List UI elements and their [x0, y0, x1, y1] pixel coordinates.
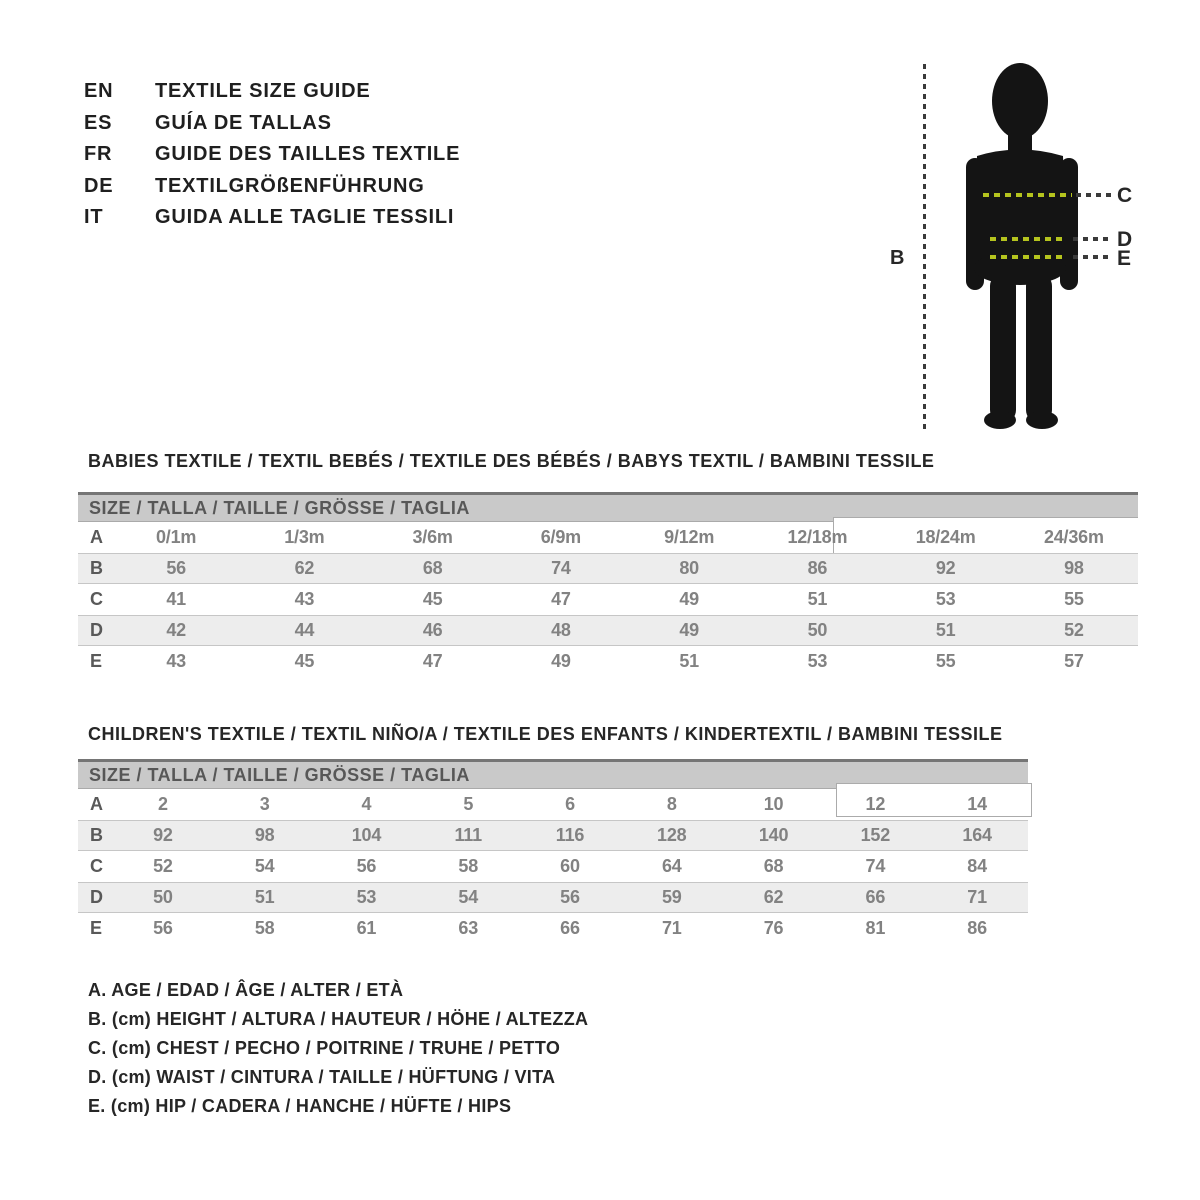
size-value-cell: 92	[153, 825, 173, 845]
size-value-cell: 51	[254, 887, 275, 907]
size-value-cell: 57	[1064, 651, 1084, 671]
size-value-cell: 74	[551, 558, 571, 578]
size-value-cell: 58	[458, 856, 479, 876]
row-label-cell: C	[90, 856, 103, 876]
size-value-cell: 6/9m	[540, 527, 581, 547]
size-value-cell: 53	[356, 887, 377, 907]
children-size-table	[78, 759, 1028, 944]
legend-item: C. (cm) CHEST / PECHO / POITRINE / TRUHE / PETTO	[88, 1038, 561, 1058]
chest-measure-line	[983, 193, 1072, 197]
row-label-cell: D	[90, 887, 103, 907]
size-value-cell: 63	[458, 918, 479, 938]
language-title: GUIDA ALLE TAGLIE TESSILI	[155, 206, 455, 228]
size-value-cell: 4	[361, 794, 372, 814]
row-label-cell: A	[90, 527, 103, 547]
size-value-cell: 92	[935, 558, 956, 578]
hip-measure-line	[990, 255, 1067, 259]
language-title: GUIDE DES TAILLES TEXTILE	[155, 143, 461, 165]
size-value-cell: 71	[661, 918, 682, 938]
legend-item: A. AGE / EDAD / ÂGE / ALTER / ETÀ	[88, 980, 404, 1000]
size-value-cell: 54	[254, 856, 275, 876]
size-value-cell: 12	[865, 794, 886, 814]
language-title: TEXTILGRÖßENFÜHRUNG	[155, 174, 425, 197]
size-value-cell: 54	[458, 887, 479, 907]
row-label-cell: E	[90, 918, 103, 938]
size-value-cell: 58	[254, 918, 275, 938]
waist-measure-line	[990, 237, 1067, 241]
size-value-cell: 44	[294, 620, 315, 640]
size-value-cell: 98	[1064, 558, 1084, 578]
size-value-cell: 50	[807, 620, 828, 640]
children-section-title: CHILDREN'S TEXTILE / TEXTIL NIÑO/A / TEXTILE DES ENFANTS / KINDERTEXTIL / BAMBINI TESSILE	[88, 724, 1003, 744]
table-row	[78, 851, 1028, 882]
size-value-cell: 43	[294, 589, 315, 609]
table-row	[78, 615, 1138, 646]
table-rows	[78, 522, 1138, 677]
size-value-cell: 49	[679, 620, 699, 640]
size-value-cell: 80	[679, 558, 699, 578]
label-d: D	[1117, 228, 1133, 251]
size-value-cell: 86	[967, 918, 987, 938]
size-value-cell: 98	[254, 825, 275, 845]
size-value-cell: 43	[166, 651, 186, 671]
size-value-cell: 8	[666, 794, 677, 814]
language-code: EN	[84, 80, 114, 102]
size-value-cell: 84	[967, 856, 987, 876]
language-code: ES	[84, 111, 113, 134]
size-value-cell: 55	[935, 651, 956, 671]
table-row	[78, 882, 1028, 913]
size-value-cell: 3	[259, 794, 270, 814]
size-value-cell: 53	[807, 651, 828, 671]
size-value-cell: 49	[551, 651, 571, 671]
size-value-cell: 76	[763, 918, 784, 938]
size-value-cell: 49	[679, 589, 699, 609]
size-value-cell: 18/24m	[915, 527, 976, 547]
size-value-cell: 74	[865, 856, 886, 876]
row-label-cell: B	[90, 825, 103, 845]
size-value-cell: 51	[935, 620, 956, 640]
size-value-cell: 14	[967, 794, 987, 814]
table-rows	[78, 789, 1028, 944]
size-value-cell: 56	[560, 887, 580, 907]
size-value-cell: 59	[661, 887, 682, 907]
size-value-cell: 9/12m	[664, 527, 715, 547]
size-value-cell: 152	[860, 825, 891, 845]
size-value-cell: 140	[758, 825, 789, 845]
size-value-cell: 64	[661, 856, 682, 876]
babies-size-table	[78, 492, 1138, 677]
language-title: GUÍA DE TALLAS	[155, 111, 332, 134]
table-row	[78, 584, 1138, 615]
size-value-cell: 86	[807, 558, 828, 578]
size-value-cell: 61	[356, 918, 377, 938]
size-value-cell: 12/18m	[787, 527, 848, 547]
chest-leader-line	[1076, 193, 1112, 197]
size-value-cell: 52	[1064, 620, 1084, 640]
row-label-cell: B	[90, 558, 103, 578]
size-value-cell: 24/36m	[1043, 527, 1104, 547]
size-value-cell: 3/6m	[412, 527, 453, 547]
label-e: E	[1117, 247, 1132, 270]
size-value-cell: 46	[422, 620, 443, 640]
row-label-cell: E	[90, 651, 103, 671]
size-value-cell: 42	[166, 620, 186, 640]
size-value-cell: 47	[551, 589, 571, 609]
child-silhouette-icon	[962, 58, 1082, 436]
label-b: B	[890, 247, 905, 269]
size-value-cell: 53	[935, 589, 956, 609]
measurement-legend	[88, 976, 588, 1121]
size-value-cell: 48	[551, 620, 571, 640]
size-value-cell: 6	[565, 794, 575, 814]
size-value-cell: 5	[463, 794, 474, 814]
height-dotted-line	[923, 64, 926, 432]
legend-item: D. (cm) WAIST / CINTURA / TAILLE / HÜFTUNG / VITA	[88, 1067, 556, 1087]
legend-item: B. (cm) HEIGHT / ALTURA / HAUTEUR / HÖHE / ALTEZZA	[88, 1009, 589, 1029]
row-label-cell: A	[90, 794, 103, 814]
table-row	[78, 522, 1138, 553]
table-row	[78, 820, 1028, 851]
size-value-cell: 56	[356, 856, 377, 876]
size-value-cell: 55	[1064, 589, 1084, 609]
size-value-cell: 51	[807, 589, 828, 609]
size-value-cell: 56	[166, 558, 186, 578]
language-code: DE	[84, 174, 114, 197]
size-value-cell: 68	[763, 856, 784, 876]
row-label-cell: D	[90, 620, 103, 640]
size-value-cell: 50	[153, 887, 173, 907]
language-code: IT	[84, 206, 104, 228]
table-header: SIZE / TALLA / TAILLE / GRÖSSE / TAGLIA	[78, 759, 1028, 789]
label-c: C	[1117, 184, 1133, 207]
size-value-cell: 52	[153, 856, 173, 876]
size-value-cell: 128	[657, 825, 687, 845]
legend-item: E. (cm) HIP / CADERA / HANCHE / HÜFTE / HIPS	[88, 1096, 512, 1116]
size-value-cell: 68	[422, 558, 443, 578]
size-value-cell: 1/3m	[284, 527, 325, 547]
size-value-cell: 66	[865, 887, 886, 907]
table-row	[78, 646, 1138, 677]
size-value-cell: 41	[166, 589, 186, 609]
size-value-cell: 111	[454, 825, 482, 845]
size-value-cell: 62	[294, 558, 315, 578]
babies-section-title: BABIES TEXTILE / TEXTIL BEBÉS / TEXTILE DES BÉBÉS / BABYS TEXTIL / BAMBINI TESSILE	[88, 451, 935, 471]
size-value-cell: 0/1m	[156, 527, 197, 547]
size-value-cell: 60	[560, 856, 580, 876]
table-row	[78, 553, 1138, 584]
size-value-cell: 45	[422, 589, 443, 609]
size-value-cell: 45	[294, 651, 315, 671]
size-value-cell: 81	[865, 918, 886, 938]
row-label-cell: C	[90, 589, 103, 609]
size-value-cell: 66	[560, 918, 580, 938]
size-value-cell: 164	[962, 825, 992, 845]
language-title: TEXTILE SIZE GUIDE	[155, 80, 371, 102]
size-value-cell: 47	[422, 651, 443, 671]
table-header: SIZE / TALLA / TAILLE / GRÖSSE / TAGLIA	[78, 492, 1138, 522]
size-value-cell: 56	[153, 918, 173, 938]
size-value-cell: 51	[679, 651, 699, 671]
size-value-cell: 62	[763, 887, 784, 907]
hip-leader-line	[1073, 255, 1112, 259]
size-value-cell: 104	[351, 825, 382, 845]
size-value-cell: 116	[555, 825, 585, 845]
waist-leader-line	[1073, 237, 1112, 241]
size-value-cell: 2	[157, 794, 168, 814]
language-code: FR	[84, 143, 113, 165]
table-row	[78, 789, 1028, 820]
table-row	[78, 913, 1028, 944]
size-value-cell: 71	[967, 887, 987, 907]
size-value-cell: 10	[763, 794, 784, 814]
